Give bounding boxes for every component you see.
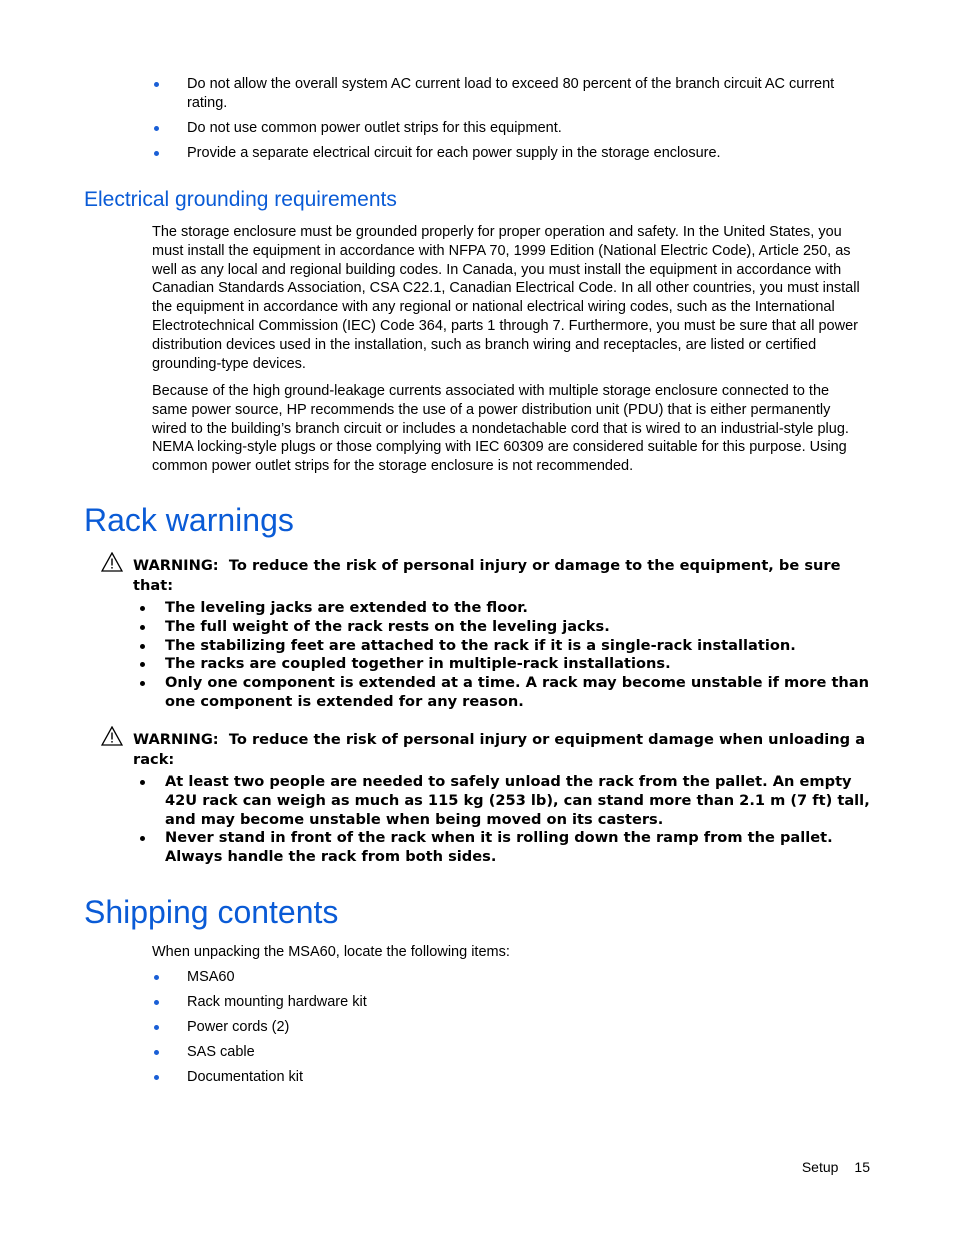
bullet-icon [140,625,145,630]
bullet-icon [154,82,159,87]
bullet-icon [154,1050,159,1055]
warning-heading [100,556,872,596]
warning-text: To reduce the risk of personal injury or equipment damage when unloading a rack: [133,731,866,768]
bullet-icon [140,836,145,841]
list-item-text: The racks are coupled together in multiple-rack installations. [165,655,671,673]
list-item-text: Documentation kit [187,1069,304,1085]
list-item [152,1068,852,1087]
list-item [100,773,872,829]
list-item [100,674,872,712]
list-item [152,1018,852,1037]
list-item-text: Do not allow the overall system AC current load to exceed 80 percent of the branch circuit AC current rating. [187,76,835,111]
list-item [152,968,852,987]
list-item-text: At least two people are needed to safely unload the rack from the pallet. An empty 42U rack can weigh as much as 115 kg (253 lb), can stand more than 2.1 m (7 ft) tall, and may become unstable when being moved on its casters. [165,773,870,828]
bullet-icon [154,1000,159,1005]
shipping-items-list [152,968,852,1093]
list-item-text: Do not use common power outlet strips for this equipment. [187,119,562,136]
list-item [100,655,872,674]
list-item [100,599,872,618]
bullet-icon [140,681,145,686]
warning-label: WARNING: [133,731,219,748]
bullet-icon [154,1075,159,1080]
shipping-contents-heading: Shipping contents [84,894,339,930]
grounding-heading: Electrical grounding requirements [84,188,397,211]
footer-section: Setup [801,1159,839,1175]
list-item [152,144,852,163]
list-item [152,1043,852,1062]
grounding-paragraph-1: The storage enclosure must be grounded properly for proper operation and safety. In the United States, you must install the equipment in accordance with NFPA 70, 1999 Edition (National Electric Code), Article 250, as well as any local and regional building codes. In Canada, you must install the equipment in accordance with Canadian Standards Association, CSA C22.1, Canadian Electrical Code. In all other countries, you must install the equipment in accordance with any regional or national electrical wiring codes, such as the International Electrotechnical Commission (IEC) Code 364, parts 1 through 7. Furthermore, you must be sure that all power distribution devices used in the installation, such as branch wiring and receptacles, are listed or certified grounding-type devices. [152,224,860,372]
page-number: 15 [854,1159,870,1175]
bullet-icon [140,644,145,649]
list-item-text: The stabilizing feet are attached to the rack if it is a single-rack installation. [165,636,796,654]
list-item-text: SAS cable [187,1044,255,1060]
list-item-text: Provide a separate electrical circuit for each power supply in the storage enclosure. [187,144,721,161]
list-item [152,75,852,112]
list-item-text: MSA60 [187,969,235,985]
bullet-icon [154,1025,159,1030]
warning-text: To reduce the risk of personal injury or damage to the equipment, be sure that: [133,557,841,594]
list-item [100,829,872,867]
bullet-icon [154,975,159,980]
warning-heading [100,730,872,770]
list-item-text: Never stand in front of the rack when it is rolling down the ramp from the pallet. Always handle the rack from both sides. [165,829,833,866]
bullet-icon [140,606,145,611]
power-requirements-list [152,75,852,169]
bullet-icon [140,780,145,785]
list-item-text: Power cords (2) [187,1019,290,1035]
warning-block-1 [100,556,872,712]
bullet-icon [140,662,145,667]
warning-block-2 [100,730,872,867]
grounding-paragraph-2: Because of the high ground-leakage currents associated with multiple storage enclosure connected to the same power source, HP recommends the use of a power distribution unit (PDU) that is either permanently wired to the building’s branch circuit or includes a nondetachable cord that is wired to an industrial-style plug. NEMA locking-style plugs or those complying with IEC 60309 are considered suitable for this purpose. Using common power outlet strips for the storage enclosure is not recommended. [152,383,849,475]
list-item [100,637,872,656]
list-item-text: The full weight of the rack rests on the leveling jacks. [165,617,610,635]
list-item-text: Only one component is extended at a time. A rack may become unstable if more than one component is extended for any reason. [165,674,870,710]
warning-list [100,599,872,712]
list-item-text: Rack mounting hardware kit [187,994,367,1010]
list-item [152,993,852,1012]
list-item [100,618,872,637]
list-item [152,119,852,138]
rack-warnings-heading: Rack warnings [84,502,294,538]
shipping-intro: When unpacking the MSA60, locate the following items: [152,944,510,960]
page-footer [802,1158,870,1176]
bullet-icon [154,126,159,131]
list-item-text: The leveling jacks are extended to the floor. [165,599,528,616]
warning-triangle-icon [101,552,123,572]
warning-list [100,773,872,867]
warning-label: WARNING: [133,557,219,574]
warning-triangle-icon [101,726,123,746]
bullet-icon [154,151,159,156]
